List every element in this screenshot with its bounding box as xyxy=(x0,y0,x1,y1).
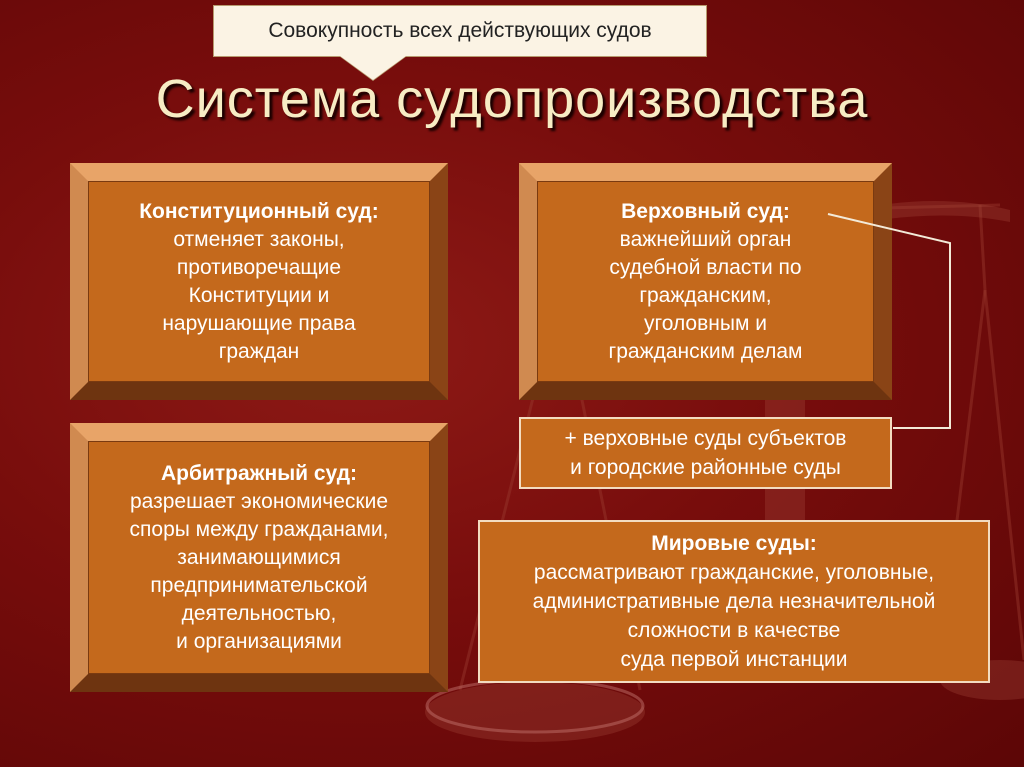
regional-courts-box xyxy=(519,417,892,489)
arbitration-court-heading: Арбитражный суд: xyxy=(160,461,358,485)
constitutional-court-box xyxy=(70,163,448,400)
supreme-court-heading: Верховный суд: xyxy=(621,199,790,223)
callout-text: Совокупность всех действующих судов xyxy=(268,19,652,42)
constitutional-court-line: нарушающие права xyxy=(162,311,356,335)
regional-courts-line: и городские районные суды xyxy=(570,456,841,479)
magistrate-courts-heading: Мировые суды: xyxy=(651,532,817,555)
supreme-court-line: важнейший орган xyxy=(619,227,792,251)
supreme-court-content xyxy=(537,181,874,382)
constitutional-court-line: Конституции и xyxy=(188,283,330,307)
constitutional-court-content xyxy=(88,181,430,382)
arbitration-court-content xyxy=(88,441,430,674)
arbitration-court-line: разрешает экономические xyxy=(129,489,389,513)
arbitration-court-line: и организациями xyxy=(176,629,342,653)
supreme-court-line: судебной власти по xyxy=(609,255,802,279)
regional-courts-line: + верховные суды субъектов xyxy=(564,427,847,450)
constitutional-court-line: противоречащие xyxy=(176,255,342,279)
arbitration-court-line: предпринимательской xyxy=(150,573,368,597)
magistrate-courts-line: рассматривают гражданские, уголовные, xyxy=(533,561,935,584)
page-title: Система судопроизводства xyxy=(155,69,869,129)
magistrate-courts-line: суда первой инстанции xyxy=(620,648,848,671)
constitutional-court-line: граждан xyxy=(218,339,300,363)
supreme-court-line: уголовным и xyxy=(644,311,767,335)
supreme-court-line: гражданским, xyxy=(639,283,772,307)
magistrate-courts-line: сложности в качестве xyxy=(627,619,841,642)
arbitration-court-box xyxy=(70,423,448,692)
arbitration-court-line: споры между гражданами, xyxy=(129,517,389,541)
supreme-court-line: гражданским делам xyxy=(608,339,803,363)
supreme-court-box xyxy=(519,163,892,400)
constitutional-court-heading: Конституционный суд: xyxy=(139,199,379,223)
arbitration-court-line: деятельностью, xyxy=(181,601,337,625)
callout-note xyxy=(213,5,707,57)
constitutional-court-line: отменяет законы, xyxy=(173,227,345,251)
magistrate-courts-box xyxy=(478,520,990,683)
arbitration-court-line: занимающимися xyxy=(177,545,341,569)
magistrate-courts-line: административные дела незначительной xyxy=(532,590,936,613)
